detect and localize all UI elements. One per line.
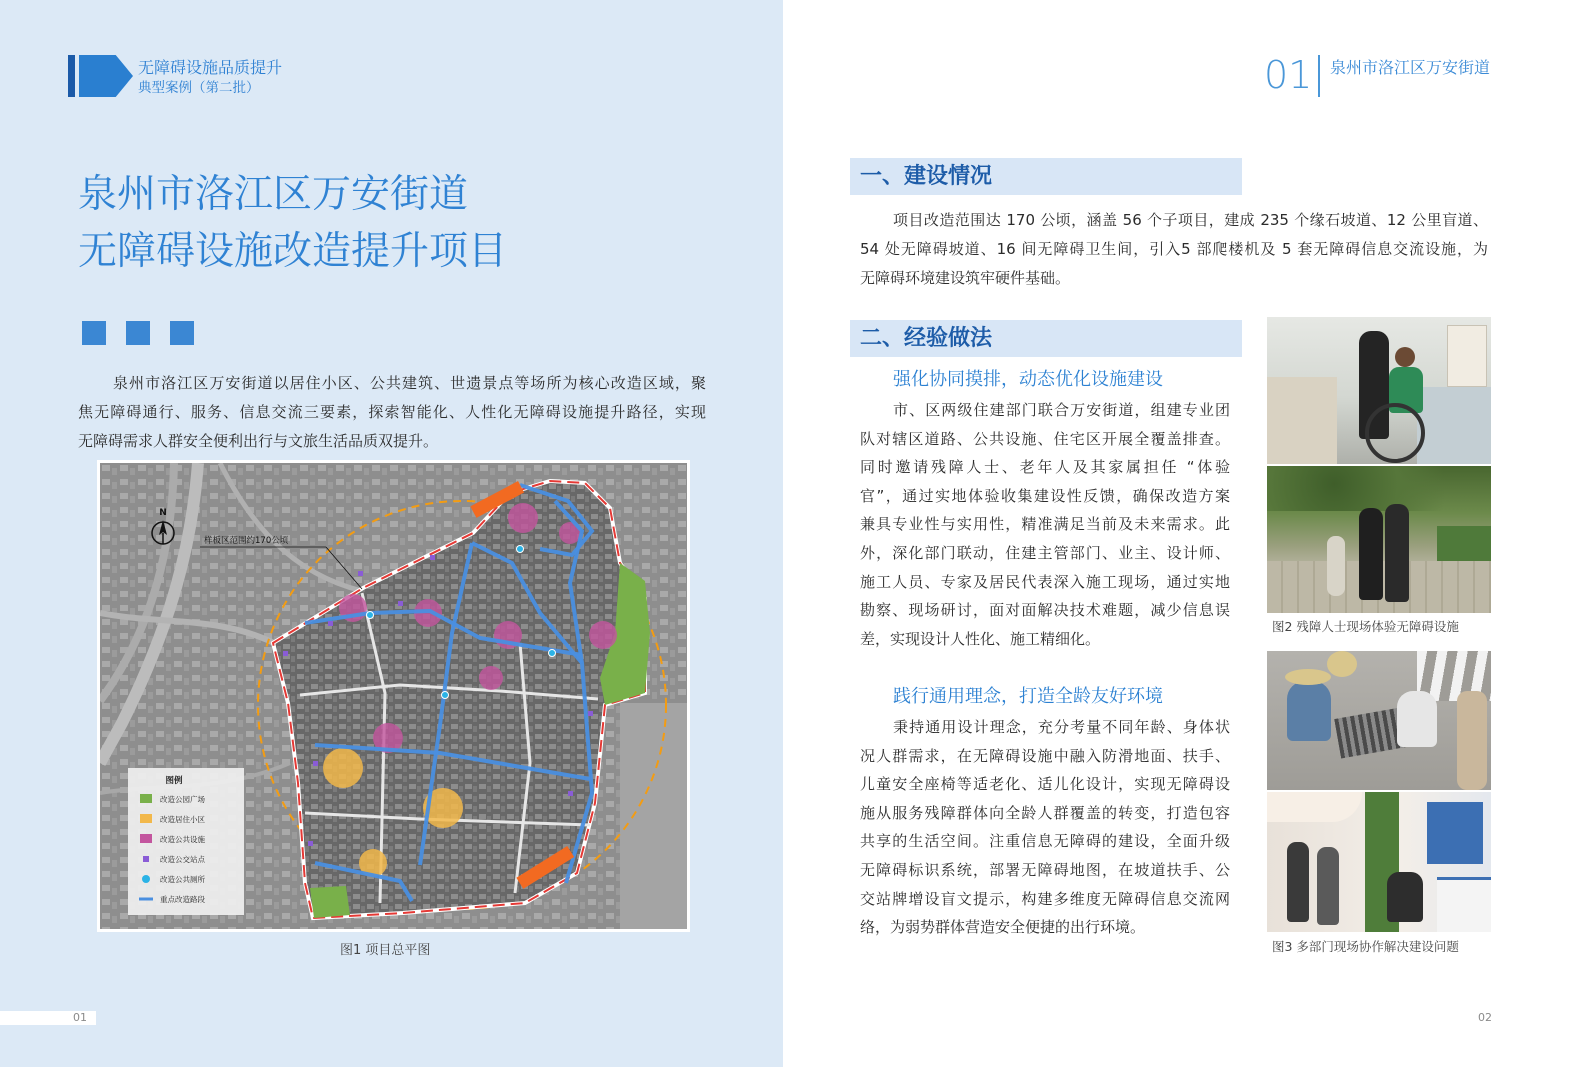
series-subtitle: 典型案例（第二批） xyxy=(138,80,260,96)
text-line: 况人群需求，在无障碍设施中融入防滑地面、扶手、 xyxy=(860,746,1230,765)
photo-standing-person xyxy=(1317,847,1339,925)
map-park-southwest xyxy=(310,886,350,918)
subsection-1-paragraph xyxy=(860,396,1230,653)
series-title: 无障碍设施品质提升 xyxy=(138,58,283,77)
map-legend-title: 图例 xyxy=(165,776,183,786)
legend-swatch-public-facility xyxy=(140,834,152,843)
photo-straw-hat xyxy=(1285,669,1331,685)
photo-wall-poster xyxy=(1447,325,1487,387)
subsection-2-heading: 践行通用理念，打造全龄友好环境 xyxy=(893,686,1163,707)
text-line: 差，实现设计人性化、施工精细化。 xyxy=(860,629,1101,648)
subsection-2-paragraph xyxy=(860,713,1230,942)
text-line: 官”，通过实地体验收集建设性反馈，确保改造方案 xyxy=(860,486,1230,505)
map-public-toilet xyxy=(549,650,556,657)
photo-tactile-paving-walk xyxy=(1267,466,1491,613)
legend-swatch-residential xyxy=(140,814,152,823)
page-number-right: 02 xyxy=(1478,1011,1492,1024)
photo-wheelchair-user xyxy=(1387,872,1423,922)
project-master-plan-map xyxy=(97,460,690,932)
map-public-facility xyxy=(479,666,503,690)
map-legend xyxy=(128,768,244,915)
photo-standing-person xyxy=(1457,691,1487,790)
decor-square-icon xyxy=(82,321,106,345)
photo-counter xyxy=(1267,377,1337,464)
running-header-divider xyxy=(1318,55,1320,97)
badge-bar-icon xyxy=(68,55,75,97)
text-line: 交站牌增设盲文提示，构建多维度无障碍信息交流网 xyxy=(860,889,1230,908)
photo-walking-person xyxy=(1385,504,1409,602)
map-public-toilet xyxy=(442,692,449,699)
map-bus-stop xyxy=(358,571,363,576)
map-bus-stop xyxy=(430,555,435,560)
photo-accessible-service-hall xyxy=(1267,792,1491,932)
left-page xyxy=(0,0,783,1067)
legend-label-bus-stop: 改造公交站点 xyxy=(160,855,205,864)
subsection-1-heading: 强化协同摸排，动态优化设施建设 xyxy=(893,369,1163,390)
map-public-toilet xyxy=(367,612,374,619)
map-residential-area xyxy=(323,748,363,788)
photo-tree-canopy xyxy=(1267,466,1491,511)
photo-straw-hat xyxy=(1327,651,1357,677)
photo-hedge xyxy=(1437,526,1491,561)
badge-arrow-icon xyxy=(79,55,133,97)
text-line: 施从服务残障群体向全龄人群覆盖的转变，打造包容 xyxy=(860,803,1230,822)
map-public-toilet xyxy=(517,546,524,553)
legend-label-public-facility: 改造公共设施 xyxy=(160,835,205,844)
map-north-label: N xyxy=(159,508,167,518)
text-line: 无障碍环境建设筑牢硬件基础。 xyxy=(860,269,1071,287)
photo-on-site-inspection xyxy=(1267,651,1491,790)
photo-info-board xyxy=(1427,802,1483,864)
map-bus-stop xyxy=(398,601,403,606)
photo-person-head xyxy=(1395,347,1415,367)
photo-wheelchair-wheel xyxy=(1365,403,1425,463)
map-public-facility xyxy=(508,503,538,533)
text-line: 秉持通用设计理念，充分考量不同年龄、身体状 xyxy=(893,718,1230,736)
running-header-title: 泉州市洛江区万安街道 xyxy=(1330,58,1491,77)
photo-service-desk xyxy=(1437,877,1491,932)
text-line: 外，深化部门联动，住建主管部门、业主、设计师、 xyxy=(860,543,1230,562)
map-bus-stop xyxy=(313,761,318,766)
photo-crouching-worker xyxy=(1287,681,1331,741)
text-line: 共享的生活空间。注重信息无障碍的建设，全面升级 xyxy=(860,832,1230,851)
text-line: 泉州市洛江区万安街道以居住小区、公共建筑、世遗景点等场所为核心改造区域，聚 xyxy=(113,374,706,392)
legend-label-residential: 改造居住小区 xyxy=(160,815,205,824)
text-line: 兼具专业性与实用性，精准满足当前及未来需求。此 xyxy=(860,515,1230,534)
section-2-heading: 二、经验做法 xyxy=(860,326,993,351)
running-header-number: 01 xyxy=(1264,53,1313,97)
map-bus-stop xyxy=(283,651,288,656)
legend-label-toilet: 改造公共厕所 xyxy=(160,875,205,884)
figure-2-caption: 图2 残障人士现场体验无障碍设施 xyxy=(1272,619,1459,634)
text-line: 无障碍标识系统，部署无障碍地图，在坡道扶手、公 xyxy=(860,860,1230,879)
text-line: 54 处无障碍坡道、16 间无障碍卫生间，引入5 部爬楼机及 5 套无障碍信息交流设施，为 xyxy=(860,240,1488,258)
photo-crouching-worker xyxy=(1397,691,1437,747)
page-title-line-1: 泉州市洛江区万安街道 xyxy=(78,172,469,217)
legend-label-key-road: 重点改造路段 xyxy=(160,895,205,904)
section-2-heading-bar xyxy=(850,320,1242,357)
legend-swatch-bus-stop xyxy=(143,856,149,862)
figure-3-caption: 图3 多部门现场协作解决建设问题 xyxy=(1272,939,1459,954)
text-line: 施工人员、专家及居民代表深入施工现场，通过实地 xyxy=(860,572,1230,591)
map-bus-stop xyxy=(568,791,573,796)
photo-standing-person xyxy=(1287,842,1309,922)
text-line: 无障碍需求人群安全便利出行与文旅生活品质双提升。 xyxy=(78,432,439,450)
map-area-label: 样板区范围约170公顷 xyxy=(204,536,289,546)
map-public-facility xyxy=(589,621,617,649)
page-title xyxy=(78,166,507,280)
legend-swatch-park xyxy=(140,794,152,803)
map-svg xyxy=(100,463,687,929)
decor-square-icon xyxy=(170,321,194,345)
photo-window xyxy=(1417,387,1491,464)
section-1-heading-bar xyxy=(850,158,1242,195)
text-line: 同时邀请残障人士、老年人及其家属担任 “体验 xyxy=(860,458,1230,477)
page-number-left: 01 xyxy=(73,1011,87,1024)
legend-swatch-toilet xyxy=(142,875,150,883)
photo-ceiling-arch xyxy=(1267,792,1362,822)
map-bus-stop xyxy=(588,711,593,716)
text-line: 络，为弱势群体营造安全便捷的出行环境。 xyxy=(860,918,1146,937)
text-line: 儿童安全座椅等适老化、适儿化设计，实现无障碍设 xyxy=(860,775,1230,794)
text-line: 市、区两级住建部门联合万安街道，组建专业团 xyxy=(893,401,1230,419)
page-title-line-2: 无障碍设施改造提升项目 xyxy=(78,229,508,274)
map-east-area xyxy=(620,703,687,929)
figure-1-caption: 图1 项目总平图 xyxy=(340,943,431,958)
legend-label-park: 改造公园广场 xyxy=(160,795,205,804)
section-1-heading: 一、建设情况 xyxy=(860,164,993,189)
photo-walking-person xyxy=(1359,508,1383,600)
text-line: 勘察、现场研讨，面对面解决技术难题，减少信息误 xyxy=(860,601,1230,620)
intro-paragraph xyxy=(78,369,706,456)
decor-square-icon xyxy=(126,321,150,345)
text-line: 队对辖区道路、公共设施、住宅区开展全覆盖排查。 xyxy=(860,429,1230,448)
map-bus-stop xyxy=(328,621,333,626)
map-bus-stop xyxy=(308,841,313,846)
photo-walking-person xyxy=(1327,536,1345,596)
text-line: 项目改造范围达 170 公顷，涵盖 56 个子项目，建成 235 个缘石坡道、12 公里盲道、 xyxy=(893,211,1488,229)
text-line: 焦无障碍通行、服务、信息交流三要素，探索智能化、人性化无障碍设施提升路径，实现 xyxy=(78,403,706,421)
section-1-paragraph xyxy=(860,206,1488,293)
photo-wheelchair-service-counter xyxy=(1267,317,1491,464)
